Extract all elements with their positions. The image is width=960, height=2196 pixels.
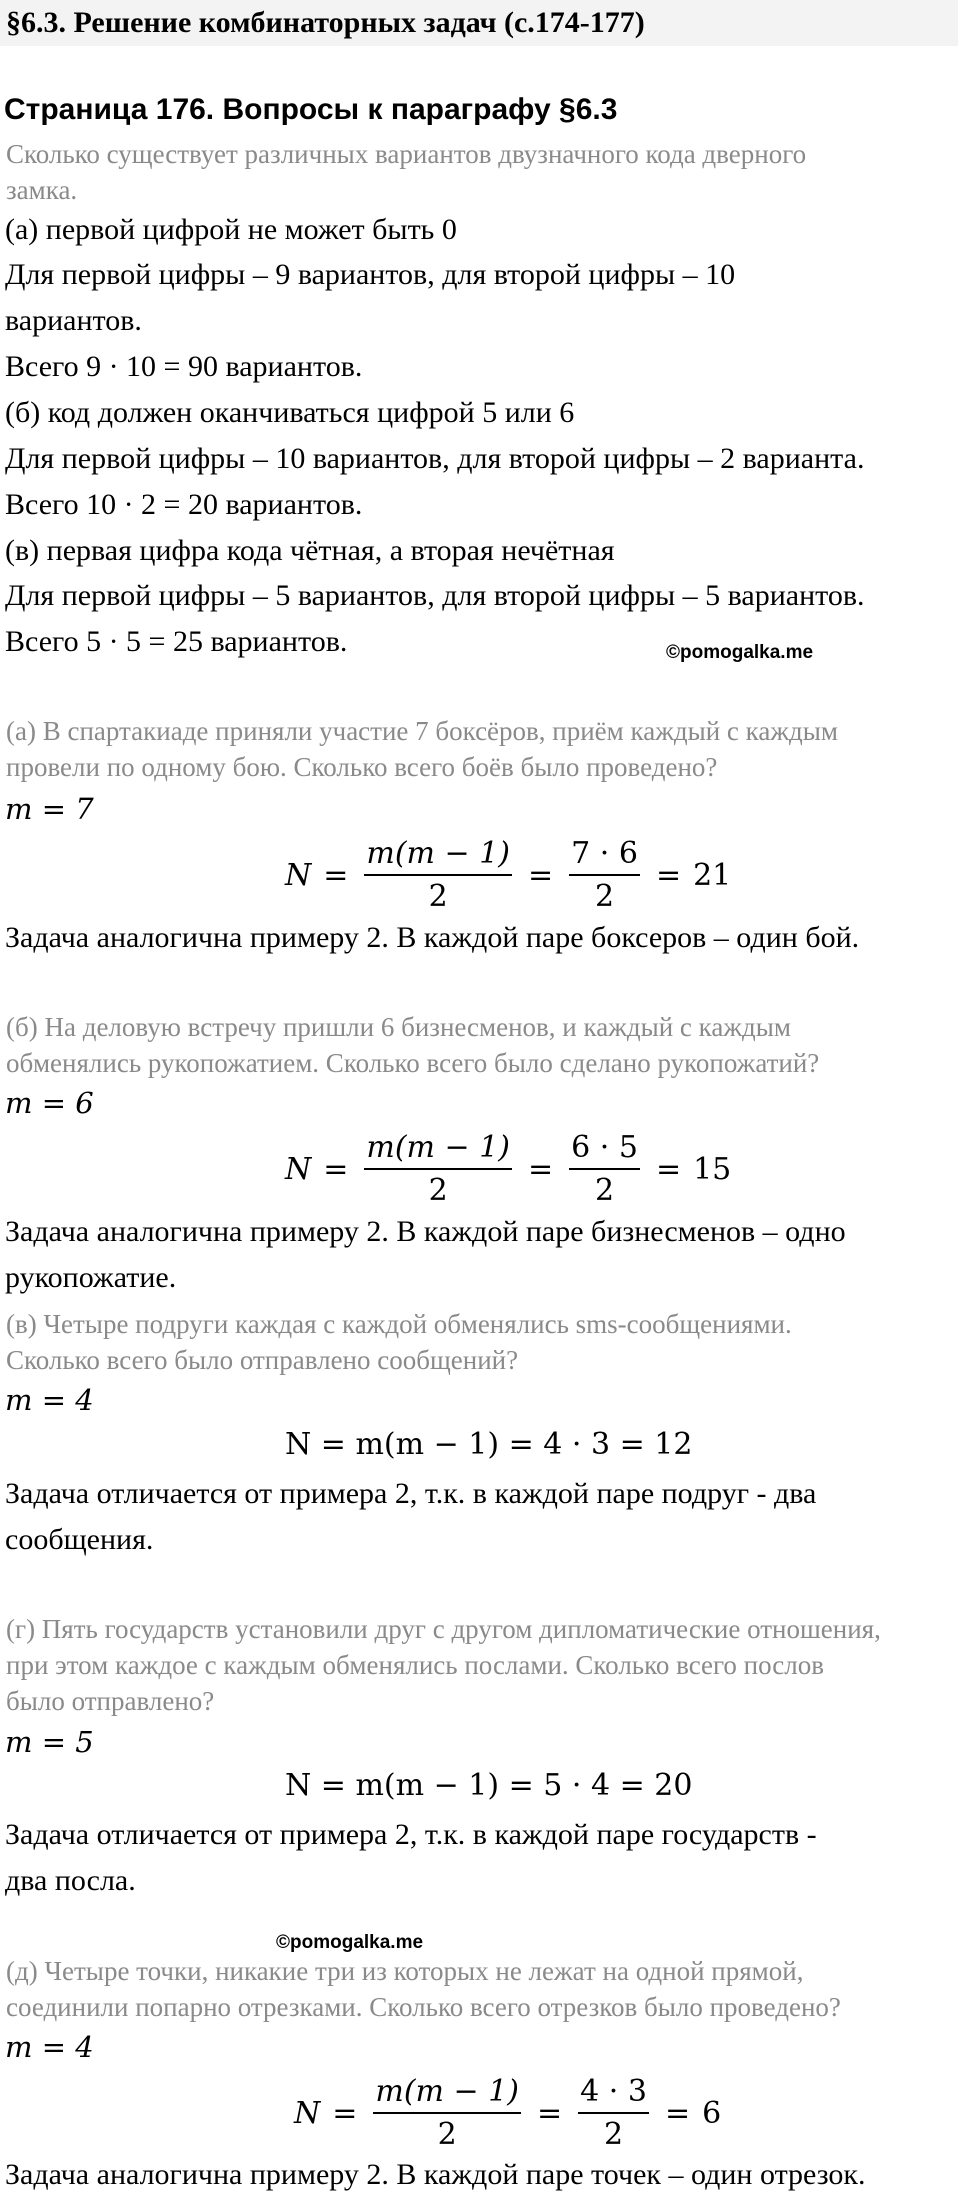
answer-line: Всего 5 · 5 = 25 вариантов.: [5, 625, 348, 658]
fraction-numerator: 7 · 6: [569, 836, 640, 876]
answer-line: Всего 10 · 2 = 20 вариантов.: [5, 488, 363, 521]
page-title: §6.3. Решение комбинаторных задач (с.174-177): [6, 6, 645, 39]
section-title: Страница 176. Вопросы к параграфу §6.3: [4, 93, 618, 126]
fraction: [373, 2074, 521, 2152]
answer-line: Всего 9 · 10 = 90 вариантов.: [5, 350, 363, 383]
m-value: m = 4: [5, 1383, 94, 1417]
formula-equals: =: [655, 1151, 682, 1187]
answer-line: Для первой цифры – 5 вариантов, для второй цифры – 5 вариантов.: [5, 579, 865, 612]
fraction-numerator: m(m − 1): [364, 836, 512, 876]
question-text: Сколько всего было отправлено сообщений?: [6, 1345, 519, 1375]
formula-equals: =: [323, 857, 349, 893]
answer-line: Для первой цифры – 9 вариантов, для второй цифры – 10: [5, 258, 736, 291]
answer-line: рукопожатие.: [5, 1261, 177, 1294]
question-text: (а) В спартакиаде приняли участие 7 боксёров, приём каждый с каждым: [6, 716, 838, 746]
m-value: m = 7: [5, 792, 94, 826]
fraction: [569, 1130, 640, 1208]
formula-equals: =: [528, 1151, 554, 1187]
fraction: [569, 836, 640, 914]
formula-result: 15: [693, 1151, 732, 1187]
fraction: [364, 836, 512, 914]
formula-equals: =: [537, 2095, 563, 2131]
question-text: Сколько существует различных вариантов двузначного кода дверного: [6, 139, 807, 169]
formula: [285, 836, 731, 914]
question-text: (б) На деловую встречу пришли 6 бизнесменов, и каждый с каждым: [6, 1012, 791, 1042]
formula-n: N: [285, 857, 312, 893]
fraction-denominator: 2: [437, 2117, 457, 2152]
formula: N = m(m − 1) = 4 · 3 = 12: [285, 1427, 693, 1462]
formula-equals: =: [528, 857, 554, 893]
formula-equals: =: [655, 857, 682, 893]
answer-line: вариантов.: [5, 304, 142, 337]
fraction-numerator: 6 · 5: [569, 1130, 640, 1170]
fraction-numerator: 4 · 3: [578, 2074, 649, 2114]
question-text: при этом каждое с каждым обменялись послами. Сколько всего послов: [6, 1650, 824, 1680]
answer-line: Задача аналогична примеру 2. В каждой паре боксеров – один бой.: [5, 921, 860, 954]
fraction-denominator: 2: [594, 1173, 615, 1208]
answer-line: два посла.: [5, 1864, 136, 1897]
formula-n: N: [285, 1151, 312, 1187]
answer-line: Задача аналогична примеру 2. В каждой паре бизнесменов – одно: [5, 1215, 846, 1248]
answer-line: (в) первая цифра кода чётная, а вторая нечётная: [5, 534, 615, 567]
fraction-numerator: m(m − 1): [373, 2074, 521, 2114]
question-text: (д) Четыре точки, никакие три из которых не лежат на одной прямой,: [6, 1956, 804, 1986]
answer-line: Для первой цифры – 10 вариантов, для второй цифры – 2 варианта.: [5, 442, 865, 475]
fraction-denominator: 2: [594, 879, 615, 914]
answer-line: Задача отличается от примера 2, т.к. в каждой паре государств -: [5, 1818, 817, 1851]
formula-n: N: [294, 2095, 321, 2131]
formula-equals: =: [664, 2095, 691, 2131]
m-value: m = 4: [5, 2030, 94, 2064]
fraction: [364, 1130, 512, 1208]
m-value: m = 5: [5, 1725, 94, 1759]
answer-line: (б) код должен оканчиваться цифрой 5 или 6: [5, 396, 575, 429]
formula: N = m(m − 1) = 5 · 4 = 20: [285, 1768, 693, 1803]
fraction-numerator: m(m − 1): [364, 1130, 512, 1170]
fraction-denominator: 2: [603, 2117, 624, 2152]
m-value: m = 6: [5, 1086, 94, 1120]
answer-line: Задача аналогична примеру 2. В каждой паре точек – один отрезок.: [5, 2158, 866, 2191]
question-text: (в) Четыре подруги каждая с каждой обменялись sms-сообщениями.: [6, 1309, 792, 1339]
question-text: обменялись рукопожатием. Сколько всего было сделано рукопожатий?: [6, 1048, 820, 1078]
formula-equals: =: [323, 1151, 349, 1187]
watermark: ©pomogalka.me: [276, 1932, 424, 1953]
answer-line: сообщения.: [5, 1523, 154, 1556]
formula-result: 6: [702, 2095, 722, 2131]
fraction-denominator: 2: [428, 879, 448, 914]
formula-equals: =: [332, 2095, 358, 2131]
question-text: (г) Пять государств установили друг с другом дипломатические отношения,: [6, 1614, 881, 1644]
formula: [285, 1130, 731, 1208]
question-text: замка.: [6, 175, 78, 205]
formula: [294, 2074, 721, 2152]
formula-result: 21: [693, 857, 732, 893]
watermark: ©pomogalka.me: [666, 642, 814, 663]
answer-line: (а) первой цифрой не может быть 0: [5, 213, 457, 246]
question-text: соединили попарно отрезками. Сколько всего отрезков было проведено?: [6, 1992, 841, 2022]
question-text: провели по одному бою. Сколько всего боёв было проведено?: [6, 752, 718, 782]
answer-line: Задача отличается от примера 2, т.к. в каждой паре подруг - два: [5, 1477, 817, 1510]
question-text: было отправлено?: [6, 1686, 215, 1716]
fraction: [578, 2074, 649, 2152]
fraction-denominator: 2: [428, 1173, 448, 1208]
